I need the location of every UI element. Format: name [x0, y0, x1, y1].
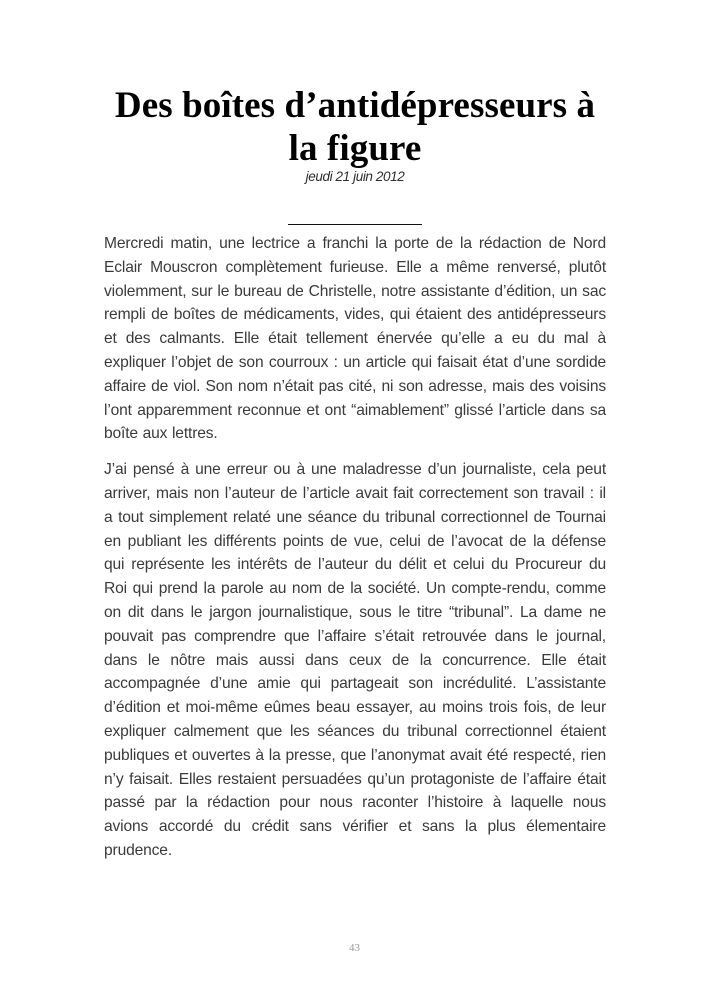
article-title: Des boîtes d’antidépresseurs à la figure: [114, 85, 596, 169]
page-number: 43: [349, 942, 360, 954]
article-paragraph-1: Mercredi matin, une lectrice a franchi la porte de la rédaction de Nord Eclair Mouscron complètement furieuse. Elle a même renversé, plutôt violemment, sur le bureau de Christelle, notre assistante d’édition, un sac rempli de boîtes de médicaments, vides, qui étaient des antidépresseurs et des calmants. Elle était tellement énervée qu’elle a eu du mal à expliquer l’objet de son courroux : un article qui faisait état d’une sordide affaire de viol. Son nom n’était pas cité, ni son adresse, mais des voisins l’ont apparemment reconnue et ont “aimablement” glissé l’article dans sa boîte aux lettres.: [104, 235, 606, 443]
title-separator-rule: [288, 224, 422, 225]
article-date: jeudi 21 juin 2012: [305, 169, 405, 184]
article-body: [104, 232, 606, 875]
article-paragraph-2: J’ai pensé à une erreur ou à une maladresse d’un journaliste, cela peut arriver, mais non l’auteur de l’article avait fait correctement son travail : il a tout simplement relaté une séance du tribunal correctionnel de Tournai en publiant les différents points de vue, celui de l’avocat de la défense qui représente les intérêts de l’auteur du délit et celui du Procureur du Roi qui prend la parole au nom de la société. Un compte-rendu, comme on dit dans le jargon journalistique, sous le titre “tribunal”. La dame ne pouvait pas comprendre que l’affaire s’était retrouvée dans le journal, dans le nôtre mais aussi dans ceux de la concurrence. Elle était accompagnée d’une amie qui partageait son incrédulité. L’assistante d’édition et moi-même eûmes beau essayer, au moins trois fois, de leur expliquer calmement que les séances du tribunal correctionnel étaient publiques et ouvertes à la presse, que l’anonymat avait été respecté, rien n’y faisait. Elles restaient persuadées qu’un protagoniste de l’affaire était passé par la rédaction pour nous raconter l’histoire à laquelle nous avions accordé du crédit sans vérifier et sans la plus élementaire prudence.: [104, 461, 606, 859]
